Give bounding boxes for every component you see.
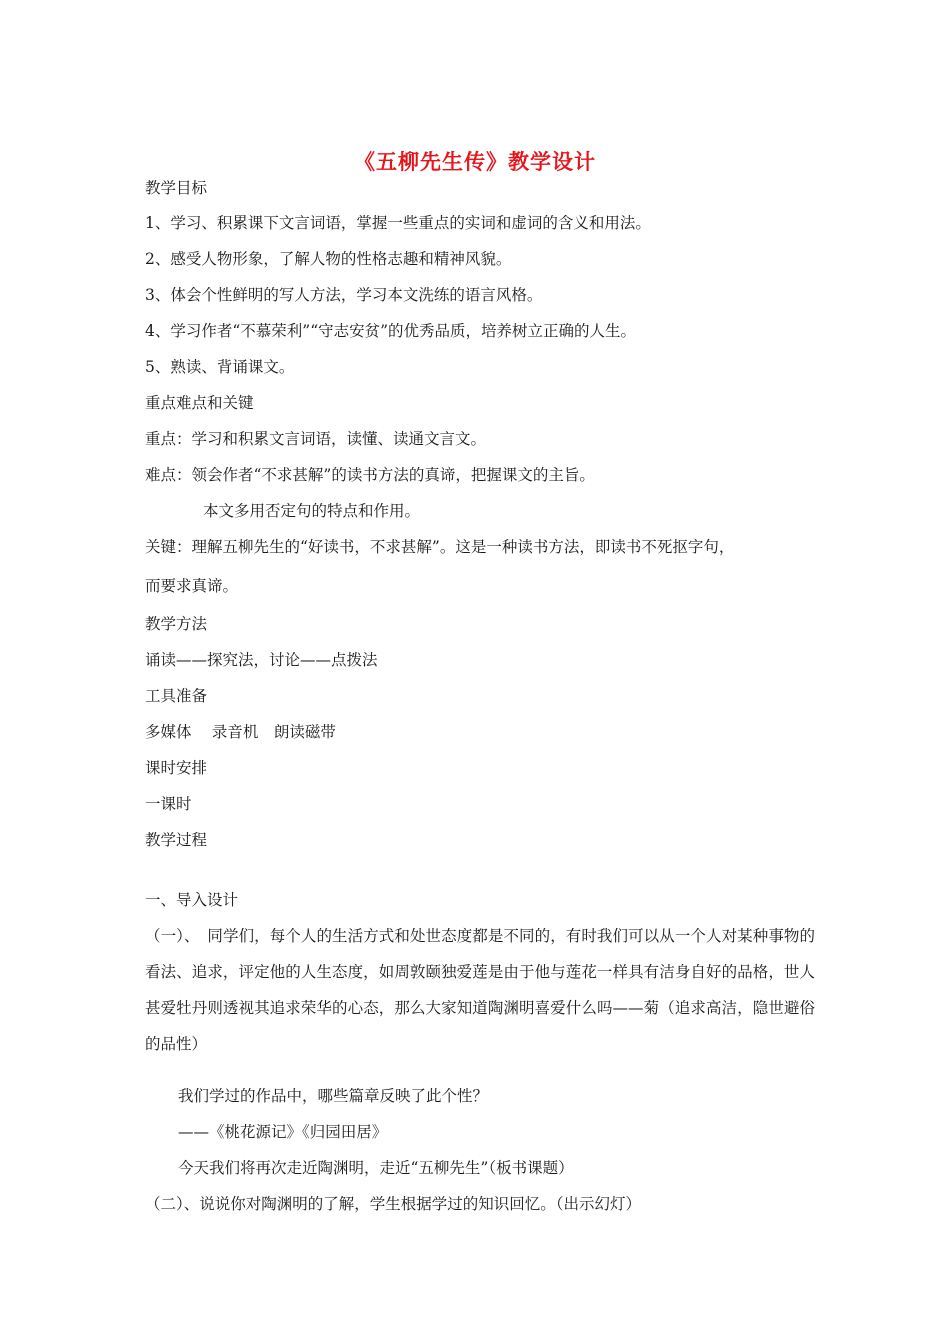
- process-heading: 教学过程: [145, 831, 208, 849]
- key-text-line-1: 关键：理解五柳先生的“好读书，不求甚解”。这是一种读书方法，即读书不死抠字句，: [145, 538, 735, 556]
- difficulty-text-2: 本文多用否定句的特点和作用。: [203, 502, 421, 520]
- focus-text: 重点：学习和积累文言词语，读懂、读通文言文。: [145, 430, 487, 448]
- question-text: 我们学过的作品中，哪些篇章反映了此个性？: [178, 1087, 489, 1105]
- objective-item-4: 4、学习作者“不慕荣利”“守志安贫”的优秀品质，培养树立正确的人生。: [145, 322, 637, 340]
- objective-item-1: 1、学习、积累课下文言词语，掌握一些重点的实词和虚词的含义和用法。: [145, 214, 651, 232]
- key-text-line-2: 而要求真谛。: [145, 577, 239, 595]
- intro-paragraph: （一）、 同学们，每个人的生活方式和处世态度都是不同的，有时我们可以从一个人对某种事物的看法、追求，评定他的人生态度，如周敦颐独爱莲是由于他与莲花一样具有洁身自好的品格，世人甚爱牡丹则透视其追求荣华的心态，那么大家知道陶渊明喜爱什么吗——菊（追求高洁，隐世避俗的品性）: [145, 927, 815, 1053]
- key-points-heading: 重点难点和关键: [145, 394, 254, 412]
- schedule-text: 一课时: [145, 795, 192, 813]
- answer-text: ——《桃花源记》《归园田居》: [178, 1123, 388, 1141]
- objectives-heading: 教学目标: [145, 179, 208, 197]
- method-text: 诵读——探究法，讨论——点拨法: [145, 651, 378, 669]
- part-2-text: （二）、说说你对陶渊明的了解，学生根据学过的知识回忆。（出示幻灯）: [145, 1195, 642, 1213]
- document-title: 《五柳先生传》教学设计: [354, 150, 596, 174]
- tools-text: 多媒体 录音机 朗读磁带: [145, 723, 336, 741]
- method-heading: 教学方法: [145, 615, 208, 633]
- objective-item-5: 5、熟读、背诵课文。: [145, 358, 295, 376]
- section-1-heading: 一、导入设计: [145, 891, 239, 909]
- schedule-heading: 课时安排: [145, 759, 208, 777]
- today-text: 今天我们将再次走近陶渊明，走近“五柳先生”（板书课题）: [178, 1159, 574, 1177]
- objective-item-2: 2、感受人物形象，了解人物的性格志趣和精神风貌。: [145, 250, 512, 268]
- objective-item-3: 3、体会个性鲜明的写人方法，学习本文洗练的语言风格。: [145, 286, 543, 304]
- difficulty-text-1: 难点：领会作者“不求甚解”的读书方法的真谛，把握课文的主旨。: [145, 466, 595, 484]
- tools-heading: 工具准备: [145, 687, 208, 705]
